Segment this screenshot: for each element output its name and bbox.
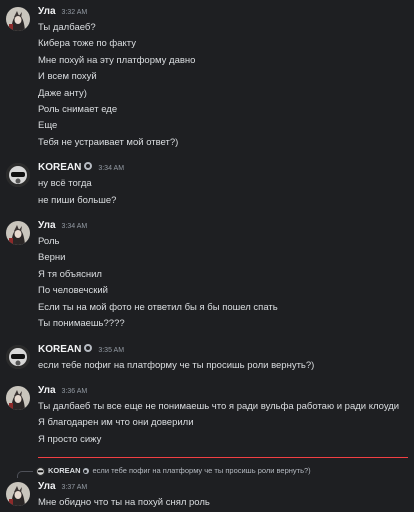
username[interactable]: Ула [38,220,56,232]
message-group [0,160,414,209]
message-line: Мне похуй на эту платформу давно [38,54,196,66]
message-line: Даже анту) [38,87,87,99]
message-line: Роль [38,236,60,248]
message-line: Я просто сижу [38,433,102,445]
avatar[interactable] [6,386,30,410]
message-line: если тебе пофиг на платформу че ты просишь роли вернуть?) [38,359,315,371]
username[interactable]: KOREAN [38,343,82,355]
message-line: Ты далбаеб? [38,22,96,33]
timestamp: 3:34 AM [98,165,125,173]
message-header [38,218,408,234]
message-header [38,342,408,358]
timestamp: 3:36 AM [61,387,88,395]
message-group [0,4,414,151]
server-tag-icon [84,162,92,170]
message-group [0,342,414,374]
new-messages-divider [38,457,408,458]
reply-username[interactable]: KOREAN [48,466,81,476]
message-line: Роль снимает еде [38,104,118,116]
message-group [0,218,414,332]
server-tag-icon [83,468,89,474]
message-line: не пиши больше? [38,194,117,206]
message-line: Я благодарен им что они доверили [38,417,194,429]
timestamp: 3:37 AM [61,484,88,492]
message-line: По человечский [38,285,108,297]
message-line: И всем похуй [38,71,97,83]
message-line: Мне обидно что ты на похуй снял роль [38,497,210,509]
message-line: Еще [38,120,58,132]
message-header [38,4,408,20]
message-group [0,479,414,511]
message-line: Ты далбаеб ты все еще не понимаешь что я ради вульфа работаю и ради клоуди [38,400,400,412]
avatar[interactable] [6,7,30,31]
message-line: Я тя объяснил [38,268,102,280]
message-header [38,160,408,176]
message-line: Кибера тоже по факту [38,38,137,50]
message-group [0,383,414,448]
message-line: Ты понимаешь???? [38,318,125,330]
message-header [38,383,408,399]
reply-spine [17,471,33,478]
message-line: Тебя не устраивает мой ответ?) [38,136,179,148]
avatar[interactable] [6,345,30,369]
username[interactable]: Ула [38,384,56,396]
avatar[interactable] [6,482,30,506]
message-line: ну всё тогда [38,178,92,190]
timestamp: 3:35 AM [98,346,125,354]
server-tag-icon [84,344,92,352]
timestamp: 3:34 AM [61,223,88,231]
message-line: Верни [38,252,66,264]
avatar[interactable] [6,221,30,245]
message-line: Если ты на мой фото не ответил бы я бы пошел спать [38,301,278,313]
reply-preview-text[interactable]: если тебе пофиг на платформу че ты просишь роли вернуть?) [92,466,311,476]
reply-avatar [36,467,45,476]
reply-reference[interactable] [0,464,414,478]
username[interactable]: KOREAN [38,162,82,174]
timestamp: 3:32 AM [61,9,88,16]
username[interactable]: Ула [38,481,56,493]
username[interactable]: Ула [38,6,56,17]
message-header [38,479,408,495]
avatar[interactable] [6,163,30,187]
